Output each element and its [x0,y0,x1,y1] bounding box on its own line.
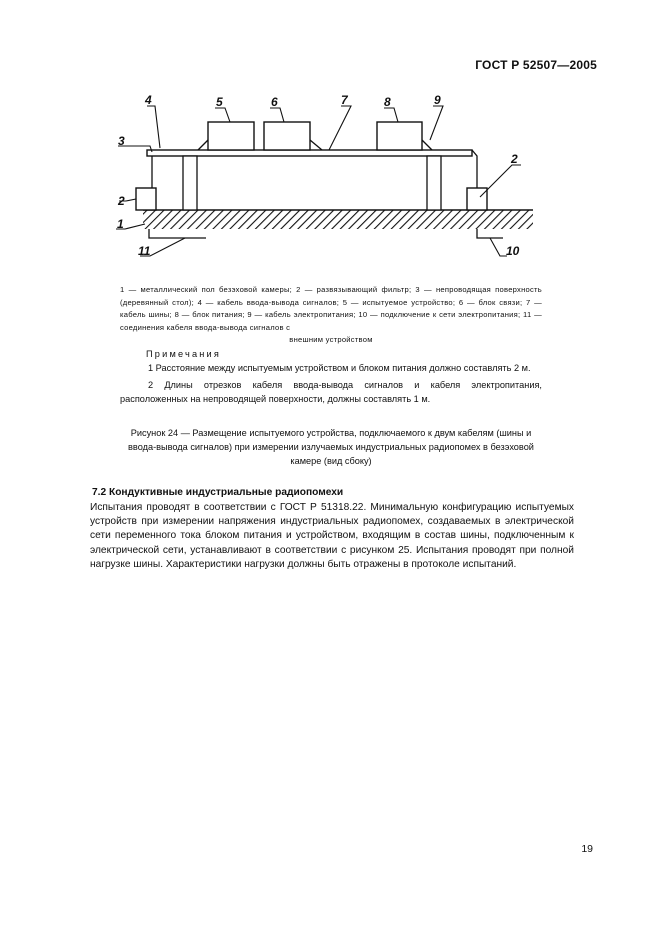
power-cable [472,150,477,188]
table-leg [183,156,197,210]
section-title: 7.2 Кондуктивные индустриальные радиопомехи [92,487,344,498]
cable [198,140,208,150]
label-7: 7 [341,93,348,107]
legend-text-end: внешним устройством [289,335,373,345]
label-11: 11 [138,244,151,258]
label-4: 4 [145,93,152,107]
label-8: 8 [384,95,391,109]
label-6: 6 [271,95,278,109]
notes-heading: Примечания [146,349,222,359]
label-2-left: 2 [118,194,125,208]
label-1: 1 [117,217,124,231]
label-9: 9 [434,93,441,107]
figure-legend [120,284,542,347]
label-10: 10 [506,244,520,258]
decoupling-filter [136,188,156,210]
note-item: 1 Расстояние между испытуемым устройством и блоком питания должно составлять 2 м. [148,362,531,373]
device-under-test [208,122,254,150]
notes-block [120,348,542,406]
metal-floor [143,210,533,229]
power-supply-unit [377,122,422,150]
cable [310,140,322,150]
test-setup-diagram [110,90,550,270]
power-cable [477,229,503,238]
document-header: ГОСТ Р 52507—2005 [475,58,597,72]
decoupling-filter [467,188,487,210]
figure-caption: Рисунок 24 — Размещение испытуемого устройства, подключаемого к двум кабелям (шины и ввода-вывода сигналов) при измерении излучаемых индустриальных радиопомех в безэховой камере (вид сбоку) [128,428,534,466]
table-top [147,150,472,156]
label-3: 3 [118,134,125,148]
label-5: 5 [216,95,223,109]
legend-text: 1 — металлический пол безэховой камеры; 2 — развязывающий фильтр; 3 — непроводящая поверхность (деревянный стол); 4 — кабель ввода-вывода сигналов; 5 — испытуемое устройство; 6 — блок связи; 7 — кабель шины; 8 — блок питания; 9 — кабель электропитания; 10 — подключение к сети электропитания; 11 — соединения кабеля ввода-вывода сигналов с [120,285,542,332]
cable [422,140,432,150]
section-body: Испытания проводят в соответствии с ГОСТ Р 51318.22. Минимальную конфигурацию испытуемых устройств при измерении напряжения индустриальных радиопомех, создаваемых в электрической сети переменного тока блоком питания и устройством, входящим в состав шины, подключенным к электрической сети, устанавливают в соответствии с рисунком 25. Испытания проводят при полной нагрузке шины. Характеристики нагрузки должны быть отражены в протоколе испытаний. [90,502,574,570]
page-number: 19 [581,843,593,855]
label-2-right: 2 [511,152,518,166]
io-cable [149,229,206,238]
note-item: 2 Длины отрезков кабеля ввода-вывода сигналов и кабеля электропитания, расположенных на непроводящей поверхности, должны составлять 1 м. [120,380,542,404]
communication-unit [264,122,310,150]
table-leg [427,156,441,210]
